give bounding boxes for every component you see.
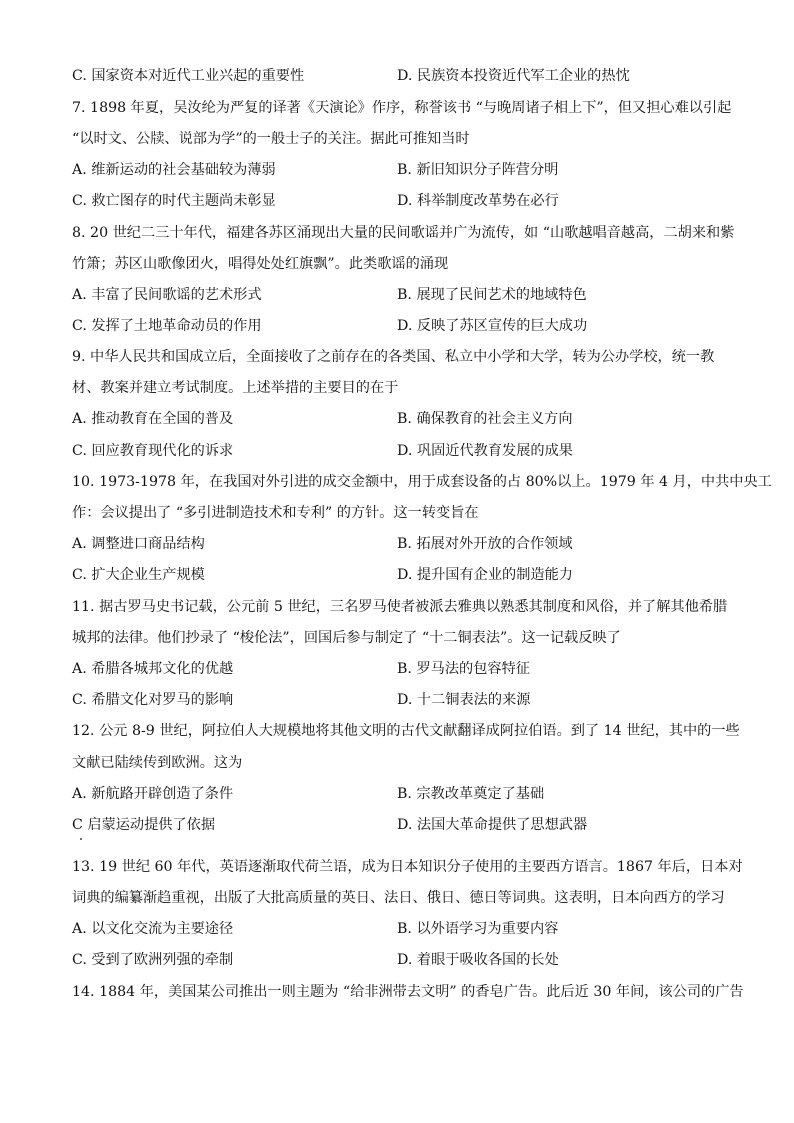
option-12a: A. 新航路开辟创造了条件 [72, 786, 234, 802]
option-10d: D. 提升国有企业的制造能力 [397, 567, 573, 583]
option-13b: B. 以外语学习为重要内容 [397, 921, 559, 937]
question-7-stem-line-1: 7. 1898 年夏，吴汝纶为严复的译著《天演论》作序，称誉该书 “与晚周诸子相上下”，但又担心难以引起 [72, 100, 732, 116]
question-12-stem-line-1: 12. 公元 8-9 世纪，阿拉伯人大规模地将其他文明的古代文献翻译成阿拉伯语。到了 14 世纪，其中的一些 [72, 723, 740, 739]
question-13-stem-line-1: 13. 19 世纪 60 年代，英语逐渐取代荷兰语，成为日本知识分子使用的主要西方语言。1867 年后，日本对 [72, 859, 743, 875]
option-10b: B. 拓展对外开放的合作领域 [397, 536, 573, 552]
option-6d: D. 民族资本投资近代军工企业的热忱 [397, 68, 630, 84]
option-9a: A. 推动教育在全国的普及 [72, 411, 234, 427]
option-10a: A. 调整进口商品结构 [72, 536, 205, 552]
option-12c: C 启蒙运动提供了依据 [72, 817, 216, 833]
question-14-stem-line-1: 14. 1884 年，美国某公司推出一则主题为 “给非洲带去文明” 的香皂广告。此后近 30 年间，该公司的广告 [72, 984, 744, 1000]
option-10c: C. 扩大企业生产规模 [72, 567, 205, 583]
option-11b: B. 罗马法的包容特征 [397, 661, 530, 677]
option-12d: D. 法国大革命提供了思想武器 [397, 817, 588, 833]
option-8d: D. 反映了苏区宣传的巨大成功 [397, 318, 588, 334]
option-7b: B. 新旧知识分子阵营分明 [397, 162, 559, 178]
option-9b: B. 确保教育的社会主义方向 [397, 411, 573, 427]
option-9c: C. 回应教育现代化的诉求 [72, 443, 234, 459]
question-9-stem-line-2: 材、教案并建立考试制度。上述举措的主要目的在于 [72, 380, 399, 396]
question-8-stem-line-2: 竹箫；苏区山歌像团火，唱得处处红旗飘”。此类歌谣的涌现 [72, 256, 449, 272]
option-7d: D. 科举制度改革势在必行 [397, 193, 559, 209]
question-10-stem-line-2: 作：会议提出了 “多引进制造技术和专利” 的方针。这一转变旨在 [72, 505, 479, 521]
stray-dot-mark [80, 838, 82, 840]
option-11c: C. 希腊文化对罗马的影响 [72, 692, 234, 708]
question-11-stem-line-1: 11. 据古罗马史书记载，公元前 5 世纪，三名罗马使者被派去雅典以熟悉其制度和风俗，并了解其他希腊 [72, 599, 728, 615]
option-9d: D. 巩固近代教育发展的成果 [397, 443, 573, 459]
question-7-stem-line-2: “以时文、公牍、说部为学”的一般士子的关注。据此可推知当时 [72, 131, 470, 147]
option-8a: A. 丰富了民间歌谣的艺术形式 [72, 287, 262, 303]
option-11d: D. 十二铜表法的来源 [397, 692, 531, 708]
option-13d: D. 着眼于吸收各国的长处 [397, 952, 559, 968]
option-12b: B. 宗教改革奠定了基础 [397, 786, 545, 802]
option-6c: C. 国家资本对近代工业兴起的重要性 [72, 68, 305, 84]
question-13-stem-line-2: 词典的编纂渐趋重视，出版了大批高质量的英日、法日、俄日、德日等词典。这表明，日本向西方的学习 [72, 890, 725, 906]
option-11a: A. 希腊各城邦文化的优越 [72, 661, 234, 677]
question-10-stem-line-1: 10. 1973-1978 年，在我国对外引进的成交金额中，用于成套设备的占 80%以上。1979 年 4 月，中共中央工 [72, 474, 772, 490]
option-7a: A. 维新运动的社会基础较为薄弱 [72, 162, 276, 178]
option-8b: B. 展现了民间艺术的地域特色 [397, 287, 587, 303]
option-13c: C. 受到了欧洲列强的牵制 [72, 952, 234, 968]
option-8c: C. 发挥了土地革命动员的作用 [72, 318, 262, 334]
question-11-stem-line-2: 城邦的法律。他们抄录了 “梭伦法”，回国后参与制定了 “十二铜表法”。这一记载反映了 [72, 630, 621, 646]
option-7c: C. 救亡图存的时代主题尚未彰显 [72, 193, 276, 209]
question-9-stem-line-1: 9. 中华人民共和国成立后，全面接收了之前存在的各类国、私立中小学和大学，转为公办学校，统一教 [72, 349, 715, 365]
option-13a: A. 以文化交流为主要途径 [72, 921, 234, 937]
question-8-stem-line-1: 8. 20 世纪二三十年代，福建各苏区涌现出大量的民间歌谣并广为流传，如 “山歌越唱音越高，二胡来和紫 [72, 225, 735, 241]
question-12-stem-line-2: 文献已陆续传到欧洲。这为 [72, 755, 243, 771]
